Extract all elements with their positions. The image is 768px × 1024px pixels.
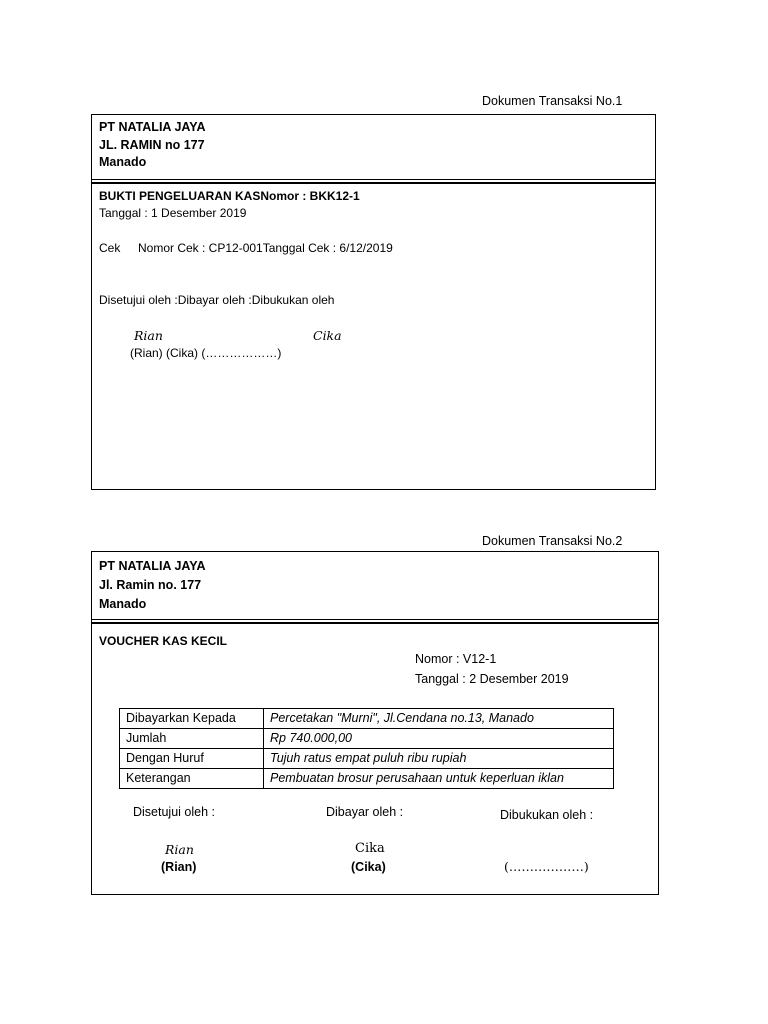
table-row xyxy=(120,709,614,729)
doc2-header xyxy=(99,557,206,614)
doc2-name-cika: (Cika) xyxy=(351,860,386,874)
doc1-label: Dokumen Transaksi No.1 xyxy=(482,94,623,108)
doc2-label: Dokumen Transaksi No.2 xyxy=(482,534,623,548)
row-value: Rp 740.000,00 xyxy=(264,729,614,749)
row-label: Dengan Huruf xyxy=(120,749,264,769)
doc2-signature-rian: Rian xyxy=(165,842,194,857)
doc2-approved-by: Disetujui oleh : xyxy=(133,805,215,819)
table-row xyxy=(120,769,614,789)
doc2-city: Manado xyxy=(99,597,147,611)
doc2-title: VOUCHER KAS KECIL xyxy=(99,634,228,648)
doc2-tanggal: Tanggal : 2 Desember 2019 xyxy=(415,672,569,686)
doc1-header xyxy=(99,119,206,172)
row-value: Percetakan "Murni", Jl.Cendana no.13, Manado xyxy=(264,709,614,729)
row-label: Keterangan xyxy=(120,769,264,789)
doc2-booked-by: Dibukukan oleh : xyxy=(500,808,594,822)
doc1-date-line: Tanggal : 1 Desember 2019 xyxy=(99,206,247,220)
row-value: Tujuh ratus empat puluh ribu rupiah xyxy=(264,749,614,769)
doc1-signature-cika: Cika xyxy=(313,328,342,343)
doc1-separator xyxy=(92,179,655,184)
doc1-names-line: (Rian) (Cika) (………………) xyxy=(130,346,282,360)
doc2-signature-cika: Cika xyxy=(355,841,385,856)
table-row xyxy=(120,729,614,749)
doc1-title-line: BUKTI PENGELUARAN KASNomor : BKK12-1 xyxy=(99,189,360,203)
doc2-company: PT NATALIA JAYA xyxy=(99,559,206,573)
doc1-company: PT NATALIA JAYA xyxy=(99,120,206,134)
doc2-separator xyxy=(92,619,658,624)
doc1-cek-info: Nomor Cek : CP12-001Tanggal Cek : 6/12/2019 xyxy=(138,241,393,255)
doc2-address: Jl. Ramin no. 177 xyxy=(99,578,202,592)
doc1-city: Manado xyxy=(99,155,147,169)
row-label: Jumlah xyxy=(120,729,264,749)
doc1-signature-rian: Rian xyxy=(134,328,163,343)
doc1-address: JL. RAMIN no 177 xyxy=(99,137,205,152)
doc2-paid-by: Dibayar oleh : xyxy=(326,805,404,819)
row-label: Dibayarkan Kepada xyxy=(120,709,264,729)
doc1-approvals: Disetujui oleh :Dibayar oleh :Dibukukan oleh xyxy=(99,293,335,307)
voucher-table xyxy=(119,708,614,789)
table-row xyxy=(120,749,614,769)
doc2-nomor: Nomor : V12-1 xyxy=(415,652,497,666)
doc2-name-blank: (………………) xyxy=(504,859,589,874)
row-value: Pembuatan brosur perusahaan untuk keperluan iklan xyxy=(264,769,614,789)
doc2-name-rian: (Rian) xyxy=(161,860,197,874)
doc1-cek-label: Cek xyxy=(99,241,121,255)
